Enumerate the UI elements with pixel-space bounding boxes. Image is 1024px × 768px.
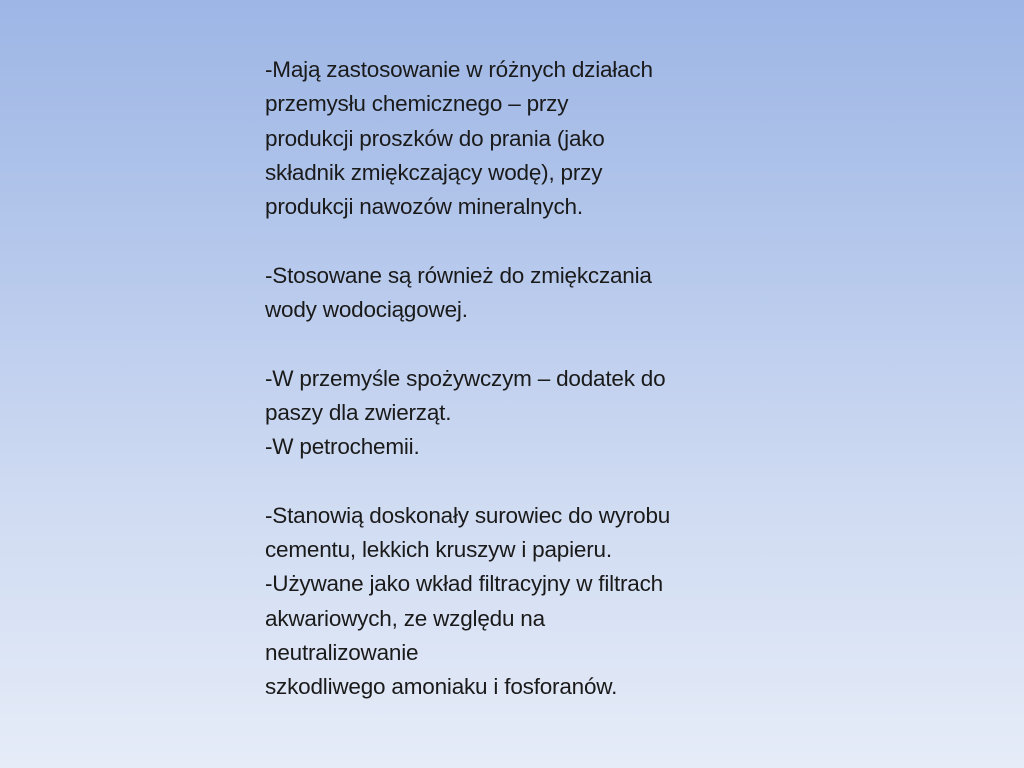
paragraph-food-petrochemical — [265, 362, 765, 465]
text-line: produkcji proszków do prania (jako — [265, 125, 605, 151]
paragraph-uses-chemical-industry — [265, 53, 765, 224]
text-line: akwariowych, ze względu na — [265, 605, 545, 631]
text-line: wody wodociągowej. — [265, 297, 468, 323]
text-line: cementu, lekkich kruszyw i papieru. — [265, 537, 612, 563]
paragraph-gap — [265, 224, 765, 258]
text-line: neutralizowanie — [265, 640, 419, 666]
paragraph-water-softening — [265, 259, 765, 328]
text-line: przemysłu chemicznego – przy — [265, 91, 569, 117]
text-line: szkodliwego amoniaku i fosforanów. — [265, 674, 618, 700]
text-line: -W przemyśle spożywczym – dodatek do — [265, 365, 666, 391]
paragraph-gap — [265, 465, 765, 499]
text-line: -W petrochemii. — [265, 434, 420, 460]
text-line: -Stosowane są również do zmiękczania — [265, 262, 652, 288]
paragraph-cement-aquarium — [265, 499, 765, 705]
slide-text-block — [265, 53, 765, 705]
text-line: składnik zmiękczający wodę), przy — [265, 159, 603, 185]
paragraph-gap — [265, 327, 765, 361]
text-line: -Mają zastosowanie w różnych działach — [265, 57, 653, 82]
text-line: produkcji nawozów mineralnych. — [265, 194, 583, 220]
text-line: paszy dla zwierząt. — [265, 399, 452, 425]
text-line: -Używane jako wkład filtracyjny w filtrach — [265, 571, 663, 597]
text-line: -Stanowią doskonały surowiec do wyrobu — [265, 502, 671, 528]
